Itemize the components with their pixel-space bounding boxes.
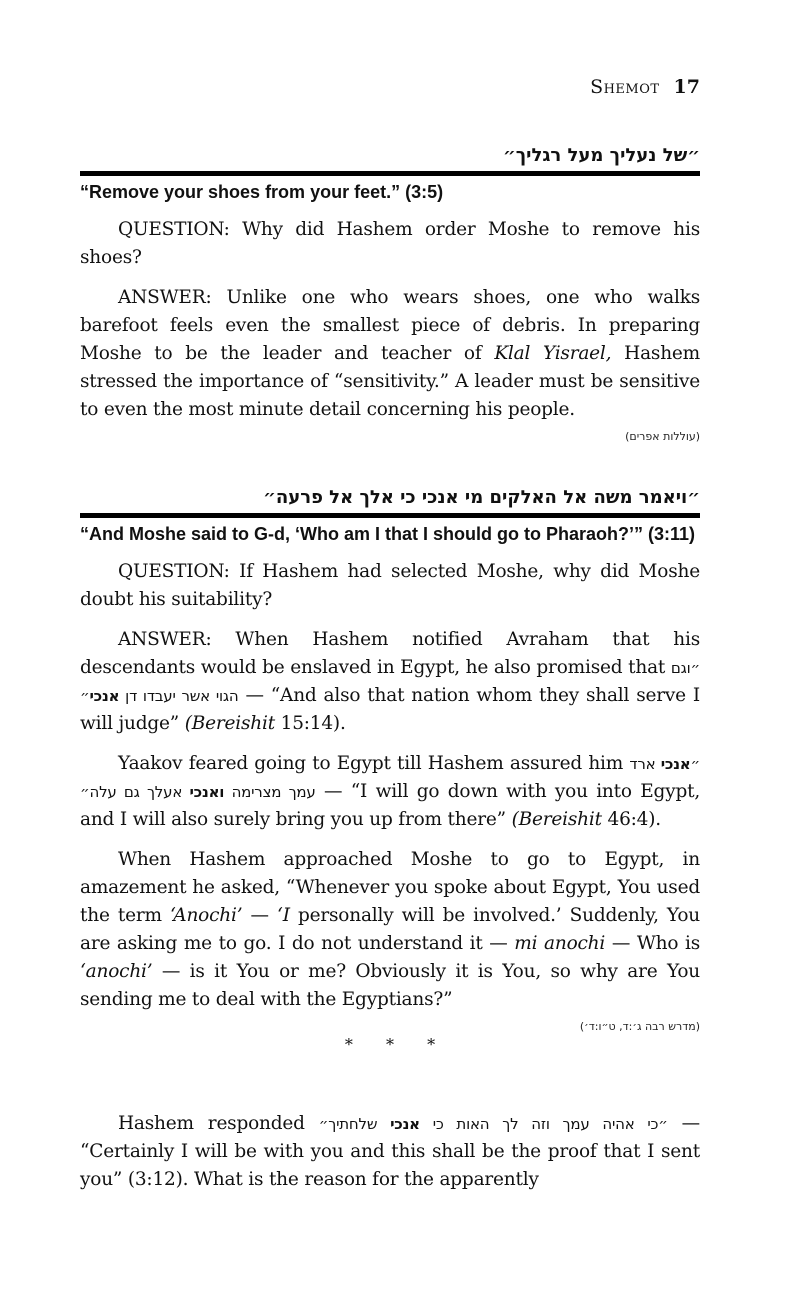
hebrew-quote <box>319 1115 668 1133</box>
hebrew-quote-text: ״כי אהיה עמך וזה לך האות כי <box>419 1115 668 1133</box>
continuation-paragraph <box>80 1110 700 1194</box>
paragraph-translation: — “I will go down with you into Egypt, and I will also surely bring you up from there” <box>80 781 700 830</box>
hebrew-quote-end: שלחתיך״ <box>318 1115 391 1133</box>
italic-term: ‘Anochi’ <box>170 905 243 926</box>
reference-book: (Bereishit <box>511 809 602 830</box>
running-head <box>590 76 700 98</box>
hebrew-quote-open: ״ <box>690 755 700 773</box>
paragraph-text: — Who is <box>605 933 700 954</box>
section-remove-shoes <box>80 145 700 443</box>
yaakov-paragraph <box>80 750 700 834</box>
heading-rule <box>80 513 700 518</box>
answer-text: ANSWER: Unlike one who wears shoes, one who walks barefoot feels even the smallest piece of debris. In preparing Moshe to be the leader and teacher of <box>80 287 700 364</box>
paragraph-text: When Hashem approached Moshe to go to Egypt, in amazement he asked, “Whenever you spoke about Egypt, You used the term <box>80 849 700 926</box>
moshe-paragraph <box>80 846 700 1014</box>
italic-term: ‘anochi’ <box>80 961 153 982</box>
heading-rule <box>80 171 700 176</box>
hebrew-quote-bold: אנכי <box>89 687 120 705</box>
answer-paragraph <box>80 626 700 738</box>
section-separator: * * * <box>344 1035 450 1054</box>
question-paragraph: QUESTION: If Hashem had selected Moshe, why did Moshe doubt his suitability? <box>80 561 700 610</box>
answer-text-end: Hashem stressed the importance of “sensitivity.” A leader must be sensitive to even the most minute detail concerning his people. <box>80 343 700 420</box>
page-number: 17 <box>673 76 700 98</box>
reference-book: (Bereishit <box>184 713 275 734</box>
reference-verse: 15:14). <box>274 713 346 734</box>
paragraph-text: — is it You or me? Obviously it is You, so why are You sending me to deal with the Egyptians?” <box>80 961 700 1010</box>
hebrew-quote-bold: אנכי <box>390 1115 420 1133</box>
hebrew-quote-end: אעלך גם עלה״ <box>80 783 190 801</box>
source-citation: (מדרש רבה ג׳:ד, ט״ו:ד׳) <box>579 1020 700 1033</box>
question-paragraph: QUESTION: Why did Hashem order Moshe to remove his shoes? <box>80 219 700 268</box>
answer-paragraph <box>80 284 700 424</box>
paragraph-translation: — “Certainly I will be with you and this shall be the proof that I sent you” (3:12). What is the reason for the apparently <box>80 1113 700 1190</box>
paragraph-text: Yaakov feared going to Egypt till Hashem assured him <box>118 753 630 774</box>
italic-term: mi anochi <box>514 933 606 954</box>
section-continuation <box>80 1098 700 1194</box>
hebrew-quote-bold: אנכי <box>660 755 691 773</box>
paragraph-text: Hashem responded <box>118 1113 319 1134</box>
reference-verse: 46:4). <box>601 809 661 830</box>
hebrew-quote-close: ״ <box>80 687 90 705</box>
answer-text: ANSWER: When Hashem notified Avraham that his descendants would be enslaved in Egypt, he also promised that <box>80 629 700 678</box>
english-heading: “And Moshe said to G-d, ‘Who am I that I should go to Pharaoh?’” (3:11) <box>80 524 696 544</box>
paragraph-text: — <box>242 905 278 926</box>
source-citation: (עוללות אפרים) <box>625 430 700 443</box>
running-head-title: Shemot <box>590 76 660 98</box>
paragraph-text: personally will be involved.’ Suddenly, You are asking me to go. I do not understand it — <box>80 905 700 954</box>
answer-translation: — “And also that nation whom they shall serve I will judge” <box>80 685 701 734</box>
italic-term: ‘I <box>277 905 290 926</box>
hebrew-quote-text: ״וגם הגוי אשר יעבדו דן <box>119 659 700 705</box>
hebrew-quote-text: ארד עמך מצרימה <box>224 755 661 801</box>
hebrew-heading: ״ויאמר משה אל האלקים מי אנכי כי אלך אל פרעה״ <box>263 487 700 508</box>
answer-italic: Klal Yisrael, <box>494 343 612 364</box>
hebrew-quote-bold: ואנכי <box>189 783 225 801</box>
english-heading: “Remove your shoes from your feet.” (3:5) <box>80 182 444 202</box>
hebrew-heading: ״של נעליך מעל רגליך״ <box>503 145 700 166</box>
section-who-am-i <box>80 487 700 1054</box>
